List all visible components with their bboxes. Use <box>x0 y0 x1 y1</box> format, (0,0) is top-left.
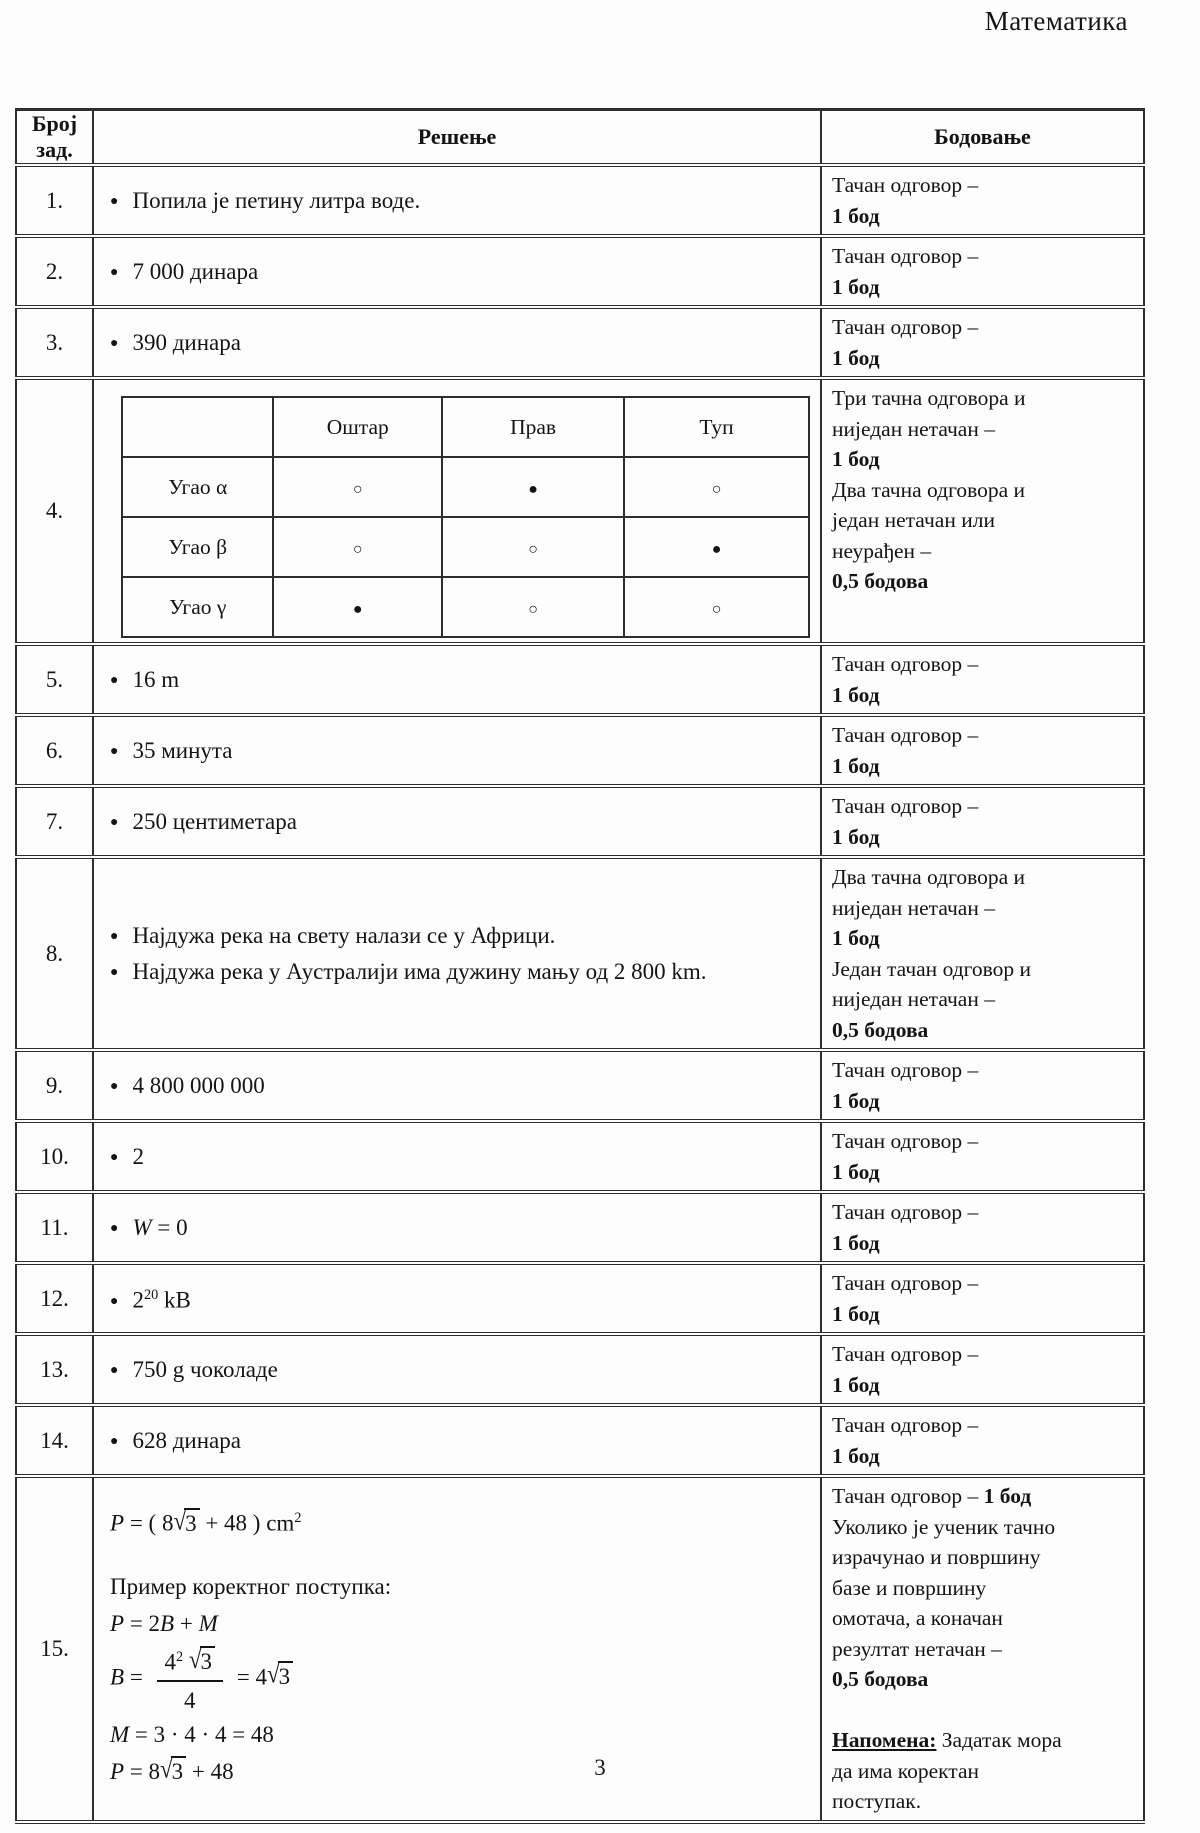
text-run: 2 <box>132 1143 144 1169</box>
text-run: 1 бод <box>832 753 880 778</box>
scoring-line <box>832 791 1137 822</box>
solution-line <box>110 1542 810 1568</box>
text-run: Тачан одговор – <box>832 794 979 818</box>
text-run: kB <box>158 1287 191 1313</box>
solution-cell <box>93 715 821 786</box>
text-run: базе и површину <box>832 1575 987 1600</box>
text-run: 1 бод <box>832 1230 880 1255</box>
solution-cell <box>93 1121 821 1192</box>
table-row <box>16 1050 1144 1121</box>
solution-line <box>110 1210 810 1246</box>
scoring-line <box>832 475 1137 506</box>
text-run: M <box>110 1722 130 1748</box>
radio-filled-icon: ● <box>711 540 722 558</box>
text-run: W <box>132 1214 152 1240</box>
radicand: 3 <box>200 1646 216 1674</box>
table-row <box>16 236 1144 307</box>
subtable-column-header: Оштар <box>273 397 442 457</box>
radio-empty-icon: ○ <box>528 600 538 618</box>
bullet-icon: ● <box>110 335 119 351</box>
task-number-cell: 15. <box>16 1476 93 1822</box>
text-run: 1 бод <box>832 1372 880 1397</box>
scoring-line <box>832 1015 1137 1046</box>
text-run: 35 минута <box>132 737 233 763</box>
scoring-line <box>832 1197 1137 1228</box>
text-run: B <box>110 1664 125 1690</box>
task-number-cell: 7. <box>16 786 93 857</box>
bullet-icon: ● <box>110 1078 119 1094</box>
text-run: 7 000 динара <box>132 258 259 284</box>
bullet-icon: ● <box>110 264 119 280</box>
scoring-line <box>832 954 1137 985</box>
text-run: Тачан одговор – <box>832 1413 979 1437</box>
scoring-line <box>832 1786 1137 1817</box>
text-run: Тачан одговор – <box>832 1484 984 1508</box>
mark-cell <box>624 577 809 637</box>
bullet-icon: ● <box>110 964 119 980</box>
text-run: 1 бод <box>832 682 880 707</box>
solution-cell <box>93 165 821 236</box>
solution-cell <box>93 1263 821 1334</box>
text-run: = 4 <box>231 1664 268 1690</box>
text-run: Тачан одговор – <box>832 173 979 197</box>
scoring-line <box>832 984 1137 1015</box>
scoring-line <box>832 414 1137 445</box>
scoring-line <box>832 201 1137 232</box>
radical-sign: √ <box>188 1645 202 1674</box>
text-run: 0,5 бодова <box>832 1017 929 1042</box>
text-run: 4 <box>164 1649 177 1675</box>
table-row <box>16 786 1144 857</box>
superscript: 2 <box>294 1510 302 1526</box>
table-row <box>16 857 1144 1050</box>
mark-cell <box>273 577 442 637</box>
text-run: Задатак мора <box>936 1728 1062 1752</box>
subtable-row <box>122 517 809 577</box>
radicand: 3 <box>278 1661 294 1689</box>
scoring-line <box>832 720 1137 751</box>
text-run: Два тачна одговора и <box>832 477 1026 502</box>
header-scoring: Бодовање <box>821 110 1144 166</box>
text-run: Тачан одговор – <box>832 1200 979 1224</box>
bullet-icon: ● <box>110 928 119 944</box>
text-run: Тачан одговор – <box>832 1129 979 1153</box>
scoring-line <box>832 272 1137 303</box>
solution-cell <box>93 1050 821 1121</box>
text-run: Тачан одговор – <box>832 244 979 268</box>
scoring-line <box>832 862 1137 893</box>
table-row <box>16 644 1144 715</box>
scoring-cell <box>821 644 1144 715</box>
radio-empty-icon: ○ <box>352 480 363 498</box>
scoring-line <box>832 1410 1137 1441</box>
text-run: Уколико је ученик тачно <box>832 1514 1056 1539</box>
radio-empty-icon: ○ <box>352 540 363 558</box>
subtable-row <box>122 457 809 517</box>
text-run: Напомена: <box>832 1728 937 1752</box>
radio-filled-icon: ● <box>528 480 538 498</box>
text-run: 250 центиметара <box>132 808 297 834</box>
mark-cell <box>624 517 809 577</box>
text-run: 1 бод <box>832 274 880 299</box>
task-number-cell: 11. <box>16 1192 93 1263</box>
scoring-line <box>832 1268 1137 1299</box>
solution-line <box>110 1423 810 1459</box>
task-number-cell: 14. <box>16 1405 93 1476</box>
scoring-cell <box>821 1405 1144 1476</box>
table-row <box>16 1334 1144 1405</box>
text-run: 0,5 бодова <box>832 1667 929 1691</box>
task-number-cell: 10. <box>16 1121 93 1192</box>
radicand: 3 <box>184 1508 200 1536</box>
text-run: + <box>174 1610 199 1636</box>
solution-line <box>110 954 810 990</box>
text-run: = 3 · 4 · 4 = 48 <box>129 1722 274 1748</box>
scoring-cell <box>821 165 1144 236</box>
task-number-cell: 12. <box>16 1263 93 1334</box>
mark-cell <box>442 457 624 517</box>
scoring-line <box>832 383 1137 414</box>
header-solution: Решење <box>93 110 821 166</box>
solution-line <box>110 804 810 840</box>
text-run: израчунао и површину <box>832 1545 1041 1569</box>
table-row <box>16 1121 1144 1192</box>
scoring-cell <box>821 715 1144 786</box>
table-row <box>16 715 1144 786</box>
solution-cell <box>93 236 821 307</box>
bullet-icon: ● <box>110 672 119 688</box>
solution-line <box>110 1642 810 1717</box>
table-row <box>16 378 1144 644</box>
table-row <box>16 165 1144 236</box>
scoring-line <box>832 1228 1137 1259</box>
sqrt-expression <box>267 1660 293 1690</box>
scoring-cell <box>821 1192 1144 1263</box>
task-number-cell: 3. <box>16 307 93 378</box>
task-number-cell: 4. <box>16 378 93 644</box>
scoring-line <box>832 312 1137 343</box>
scoring-line <box>832 680 1137 711</box>
scoring-line <box>832 1370 1137 1401</box>
text-run: Пример коректног поступка: <box>110 1573 392 1599</box>
solution-cell <box>93 644 821 715</box>
solution-line <box>110 325 810 361</box>
scoring-line <box>832 170 1137 201</box>
page-number: 3 <box>594 1755 606 1780</box>
bullet-icon: ● <box>110 1149 119 1165</box>
bullet-icon: ● <box>110 193 119 209</box>
solution-cell <box>93 1192 821 1263</box>
bullet-icon: ● <box>110 1362 119 1378</box>
scoring-line <box>832 1603 1137 1634</box>
text-run: Један тачан одговор и <box>832 956 1032 981</box>
scoring-line <box>832 1542 1137 1573</box>
task-number-cell: 6. <box>16 715 93 786</box>
table-row <box>16 1405 1144 1476</box>
mark-cell <box>273 517 442 577</box>
text-run: 750 g чоколаде <box>132 1356 278 1382</box>
radical-sign: √ <box>267 1660 280 1689</box>
scoring-cell <box>821 1263 1144 1334</box>
scoring-cell <box>821 236 1144 307</box>
scoring-line <box>832 1573 1137 1604</box>
superscript: 20 <box>143 1287 159 1304</box>
subtable-corner-cell <box>122 397 273 457</box>
text-run: P <box>110 1610 125 1636</box>
text-run: 1 бод <box>832 1443 880 1468</box>
scoring-line <box>832 751 1137 782</box>
text-run: Тачан одговор – <box>832 315 979 339</box>
text-run: 1 бод <box>832 203 880 228</box>
text-run: ниједан нетачан – <box>832 987 995 1011</box>
scoring-line <box>832 893 1137 924</box>
text-run: Најдужа река на свету налази се у Африци. <box>132 922 556 948</box>
scoring-line <box>832 1725 1137 1756</box>
text-run: M <box>198 1610 218 1636</box>
text-run: Три тачна одговора и <box>832 386 1026 410</box>
text-run: Најдужа река у Аустралији има дужину мању од 2 800 km. <box>132 958 707 984</box>
radical-sign: √ <box>173 1506 187 1535</box>
text-run: Тачан одговор – <box>832 1342 979 1366</box>
text-run: + 48 <box>186 1759 234 1785</box>
text-run: 1 бод <box>832 447 880 471</box>
solution-line <box>110 254 810 290</box>
text-run: 2 <box>132 1287 144 1313</box>
scoring-line <box>832 1441 1137 1472</box>
scoring-line <box>832 822 1137 853</box>
text-run: омотача, а коначан <box>832 1606 1003 1630</box>
text-run: 1 бод <box>832 824 880 849</box>
solution-line <box>110 183 810 219</box>
scoring-cell <box>821 1334 1144 1405</box>
text-run: = <box>124 1664 149 1690</box>
scoring-line <box>832 1481 1137 1512</box>
solution-line <box>110 1500 810 1542</box>
solution-line <box>110 1068 810 1104</box>
text-run: да има коректан <box>832 1758 980 1783</box>
text-run: Тачан одговор – <box>832 652 979 676</box>
sqrt-expression <box>188 1645 215 1675</box>
task-number-cell: 13. <box>16 1334 93 1405</box>
solution-cell <box>93 378 821 644</box>
scoring-line <box>832 1695 1137 1726</box>
solution-line <box>110 1716 810 1753</box>
scoring-line <box>832 444 1137 475</box>
text-run: 1 бод <box>832 1159 880 1184</box>
subtable-row <box>122 577 809 637</box>
denominator <box>157 1682 224 1716</box>
solution-line <box>110 918 810 954</box>
text-run: Тачан одговор – <box>832 1271 979 1295</box>
angle-type-table <box>121 396 810 638</box>
header-row <box>16 110 1144 166</box>
table-row <box>16 1263 1144 1334</box>
radio-empty-icon: ○ <box>711 600 722 618</box>
mark-cell <box>442 577 624 637</box>
scoring-line <box>832 241 1137 272</box>
scoring-cell <box>821 1050 1144 1121</box>
scoring-line <box>832 1664 1137 1695</box>
scoring-line <box>832 505 1137 536</box>
angle-label: Угао γ <box>122 577 273 637</box>
text-run: Тачан одговор – <box>832 1058 979 1082</box>
bullet-icon: ● <box>110 1293 119 1309</box>
scoring-cell <box>821 1121 1144 1192</box>
subtable-header-row <box>122 397 809 457</box>
table-header <box>16 110 1144 166</box>
solution-cell <box>93 307 821 378</box>
text-run: = ( 8 <box>124 1510 174 1536</box>
text-run: резултат нетачан – <box>832 1636 1002 1661</box>
solution-line <box>110 662 810 698</box>
scoring-line <box>832 649 1137 680</box>
bullet-icon: ● <box>110 1433 119 1449</box>
text-run: Два тачна одговора и <box>832 865 1026 889</box>
page-title: Математика <box>984 6 1128 36</box>
scoring-line <box>832 1126 1137 1157</box>
table-row <box>16 307 1144 378</box>
numerator <box>157 1642 224 1683</box>
scoring-cell <box>821 786 1144 857</box>
text-run: 0,5 бодова <box>832 569 929 593</box>
text-run: неурађен – <box>832 538 932 563</box>
radical-sign: √ <box>160 1755 173 1784</box>
text-run: Тачан одговор – <box>832 723 979 747</box>
sqrt-expression <box>173 1506 199 1536</box>
solution-cell <box>93 857 821 1050</box>
text-run: 16 m <box>132 666 180 692</box>
text-run: 1 бод <box>832 1301 880 1326</box>
solution-line <box>110 1568 810 1605</box>
angle-label: Угао α <box>122 457 273 517</box>
text-run: Попила је петину литра воде. <box>132 187 421 213</box>
scoring-line <box>832 1055 1137 1086</box>
fraction <box>157 1642 224 1717</box>
subtable-column-header: Прав <box>442 397 624 457</box>
scoring-line <box>832 1512 1137 1543</box>
text-run: 1 бод <box>983 1484 1032 1508</box>
radio-empty-icon: ○ <box>528 540 538 558</box>
text-run: 390 динара <box>132 329 241 355</box>
text-run: ниједан нетачан – <box>832 416 995 441</box>
angle-label: Угао β <box>122 517 273 577</box>
task-number-cell: 9. <box>16 1050 93 1121</box>
subtable-column-header: Туп <box>624 397 809 457</box>
solution-cell <box>93 1405 821 1476</box>
scoring-cell <box>821 378 1144 644</box>
scoring-line <box>832 1339 1137 1370</box>
scoring-line <box>832 566 1137 597</box>
text-run: 4 800 000 000 <box>132 1072 265 1098</box>
text-run: P <box>110 1759 125 1785</box>
text-run: поступак. <box>832 1789 922 1813</box>
mark-cell <box>624 457 809 517</box>
radio-filled-icon: ● <box>352 600 363 618</box>
table-row <box>16 1192 1144 1263</box>
solution-cell <box>93 1334 821 1405</box>
radicand: 3 <box>171 1756 187 1784</box>
text-run: 4 <box>184 1688 196 1714</box>
text-run: ниједан нетачан – <box>832 895 995 920</box>
scoring-line <box>832 1634 1137 1665</box>
scoring-line <box>832 343 1137 374</box>
text-run: 628 динара <box>132 1427 241 1453</box>
scoring-line <box>832 1157 1137 1188</box>
task-number-cell: 5. <box>16 644 93 715</box>
bullet-icon: ● <box>110 743 119 759</box>
scoring-line <box>832 923 1137 954</box>
solution-line <box>110 1278 810 1319</box>
text-run: 1 бод <box>832 345 880 370</box>
solution-line <box>110 1352 810 1388</box>
solution-line <box>110 1605 810 1642</box>
task-number-cell: 1. <box>16 165 93 236</box>
text-run: = 8 <box>124 1759 161 1785</box>
bullet-icon: ● <box>110 814 119 830</box>
solution-line <box>110 1139 810 1175</box>
answer-key-table <box>15 108 1145 1824</box>
mark-cell <box>273 457 442 517</box>
text-run: = 0 <box>151 1214 188 1240</box>
text-run: један нетачан или <box>832 508 995 532</box>
scoring-line <box>832 1086 1137 1117</box>
text-run: P <box>110 1510 125 1536</box>
solution-line <box>110 733 810 769</box>
scoring-cell <box>821 307 1144 378</box>
text-run: + 48 ) cm <box>199 1510 295 1536</box>
scoring-line <box>832 536 1137 567</box>
task-number-cell: 8. <box>16 857 93 1050</box>
task-number-cell: 2. <box>16 236 93 307</box>
table-body <box>16 165 1144 1822</box>
superscript: 2 <box>176 1648 184 1665</box>
text-run: 1 бод <box>832 1088 880 1113</box>
radio-empty-icon: ○ <box>711 480 722 498</box>
text-run: = 2 <box>124 1610 161 1636</box>
mark-cell <box>442 517 624 577</box>
bullet-icon: ● <box>110 1220 119 1236</box>
text-run: B <box>160 1610 175 1636</box>
scoring-line <box>832 1299 1137 1330</box>
text-run: 1 бод <box>832 926 880 950</box>
header-task-number: Број зад. <box>16 110 93 166</box>
solution-cell <box>93 786 821 857</box>
scoring-cell <box>821 857 1144 1050</box>
